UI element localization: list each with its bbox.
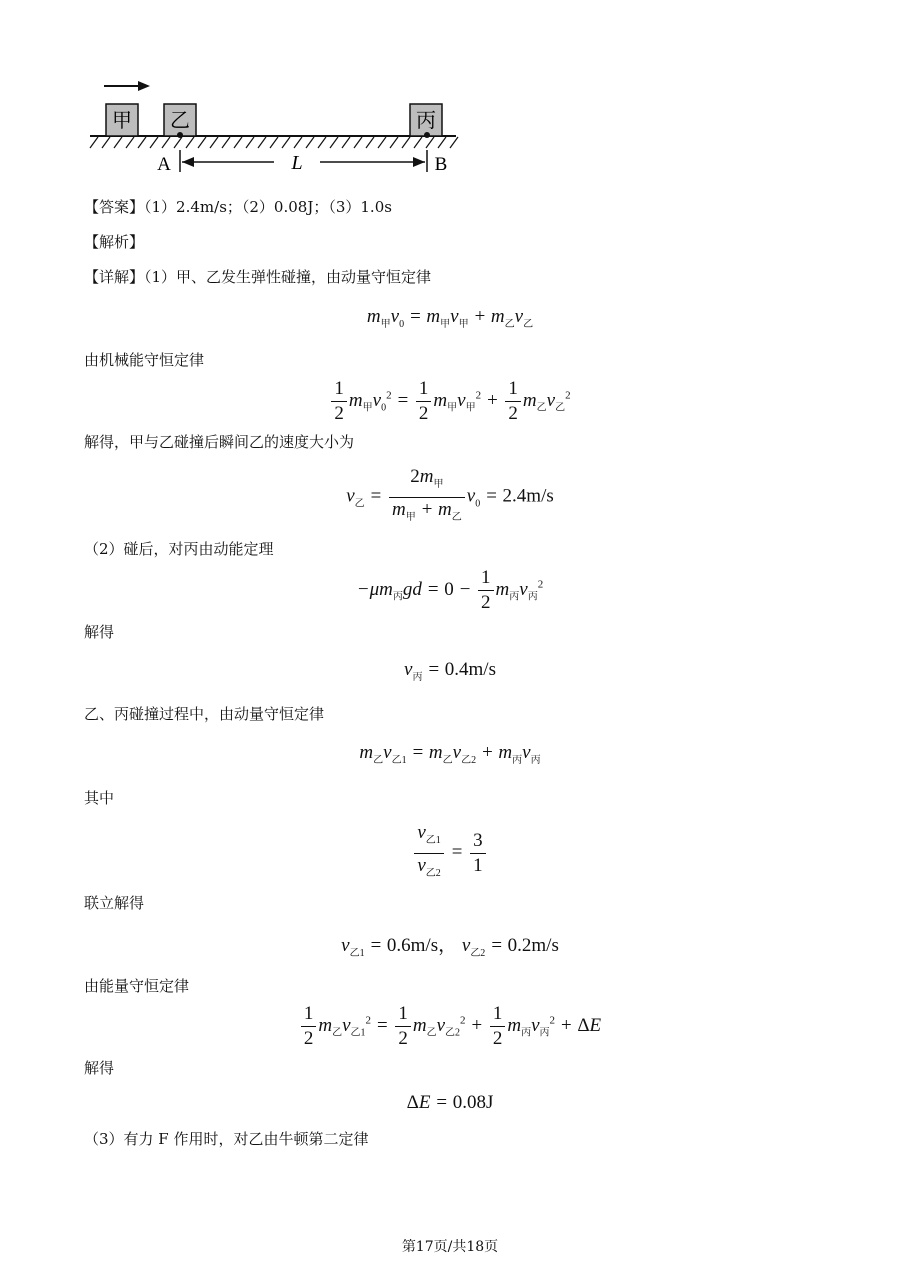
equation-v-yi1-yi2: $v_{乙1} = 0.6m/s$， $v_{乙2} = 0.2m/s$ (341, 935, 559, 959)
equation-momentum-2: $m_乙v_{乙1} = m_乙v_{乙2} + m_丙v_丙$ (359, 742, 541, 766)
point-b-label: B (434, 154, 448, 175)
result-v-yi: 2.4m/s (502, 485, 554, 507)
equation-ratio: $\frac{v_{乙1}}{v_{乙2}}$ = $\frac{3}{1}$ (0, 822, 900, 885)
problem-figure (84, 70, 474, 180)
step-text-4: 解得 (84, 623, 115, 641)
equation-delta-e: ΔE = 0.08J (406, 1092, 494, 1113)
velocity-arrow-head (138, 81, 150, 91)
step-text-9: 解得 (84, 1059, 115, 1077)
step-text-5: 乙、丙碰撞过程中，由动量守恒定律 (84, 705, 325, 723)
detail-line (84, 266, 431, 287)
equation-energy-2: $\frac{1}{2}$ $m_乙v_{乙1}^2$ = $\frac{1}{2}$ $m_乙v_{乙2}^2$ + $\frac{1}{2}$ $m_丙v_丙^2 + \Delta E$ (0, 1003, 900, 1050)
block-jia-label: 甲 (112, 108, 132, 132)
result-delta-e: 0.08J (452, 1092, 494, 1113)
point-b-dot (424, 132, 430, 138)
result-v-yi1: 0.6m/s (386, 935, 439, 956)
detail-tag: 【详解】 (84, 268, 145, 286)
step-text-2: 解得，甲与乙碰撞后瞬间乙的速度大小为 (84, 433, 355, 451)
equation-v-yi: $v_乙$ = $\frac{2m_甲}{m_甲 + m_乙}$ $v_0 = 2.4m/s$ (346, 466, 554, 523)
analysis-tag: 【解析】 (84, 233, 145, 251)
ground-hatching (90, 137, 458, 148)
result-v-bing: 0.4m/s (444, 659, 496, 680)
block-bing-label: 丙 (416, 108, 436, 132)
length-label: L (291, 152, 303, 174)
length-arrowhead-right (413, 157, 425, 167)
equation-momentum-1: $m_甲v_0 = m_甲v_甲 + m_乙v_乙$ (366, 306, 534, 330)
point-a-label: A (157, 154, 171, 175)
step-text-7: 联立解得 (84, 894, 145, 912)
detail-text: （1）甲、乙发生弹性碰撞，由动量守恒定律 (144, 268, 432, 286)
length-arrowhead-left (182, 157, 194, 167)
step-text-1: 由机械能守恒定律 (84, 351, 205, 369)
equation-kinetic-theorem: $-\mu m_丙gd = 0$ − $\frac{1}{2}$ $m_丙v_丙^2$ (356, 567, 544, 613)
step-text-3: （2）碰后，对丙由动能定理 (84, 540, 274, 558)
equation-energy-1: $\frac{1}{2}$ $m_甲v_0^2$ = $\frac{1}{2}$ $m_甲v_甲^2$ + $\frac{1}{2}$ $m_乙v_乙^2$ (0, 378, 900, 425)
answer-line (84, 196, 392, 217)
step-text-8: 由能量守恒定律 (84, 977, 190, 995)
step-text-10: （3）有力 F 作用时，对乙由牛顿第二定律 (84, 1130, 369, 1148)
answer-tag: 【答案】 (84, 198, 145, 216)
answer-text: （1）2.4m/s；（2）0.08J；（3）1.0s (144, 198, 392, 216)
point-a-dot (177, 132, 183, 138)
block-yi-label: 乙 (170, 108, 190, 132)
step-text-6: 其中 (84, 789, 115, 807)
equation-v-bing: $v_丙 = 0.4m/s$ (404, 659, 496, 683)
result-v-yi2: 0.2m/s (507, 935, 559, 956)
page-footer: 第17页/共18页 (401, 1239, 499, 1255)
